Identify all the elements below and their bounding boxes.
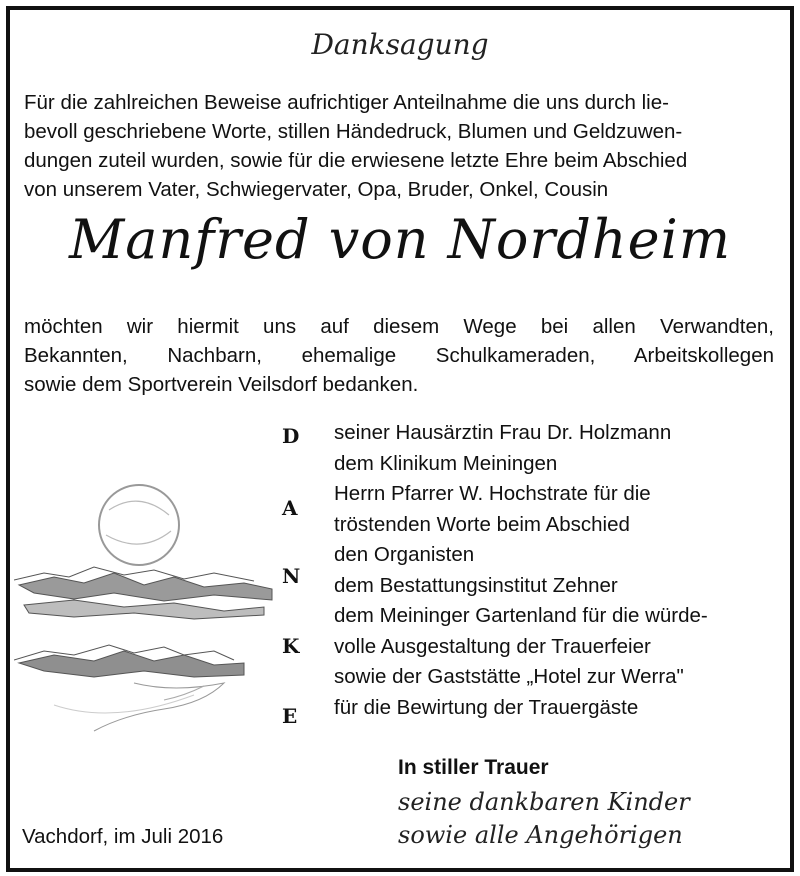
thanks-line: für die Bewirtung der Trauergäste: [334, 695, 639, 719]
gratitude-line: sowie dem Sportverein Veilsdorf bedanken.: [24, 373, 419, 396]
mourning-text: In stiller Trauer: [398, 756, 549, 779]
danke-letter-d: D: [282, 424, 300, 448]
thanks-line: tröstenden Worte beim Abschied: [334, 512, 630, 536]
thanks-line: volle Ausgestaltung der Trauerfeier: [334, 634, 651, 658]
intro-line: bevoll geschriebene Worte, stillen Händedruck, Blumen und Geldzuwen-: [24, 120, 683, 143]
danke-letter-e: E: [282, 704, 298, 728]
gratitude-line: Bekannten, Nachbarn, ehemalige Schulkameraden, Arbeitskollegen: [24, 344, 774, 367]
thanks-line: dem Bestattungsinstitut Zehner: [334, 573, 618, 597]
intro-paragraph: [24, 88, 774, 204]
gratitude-paragraph: [24, 312, 774, 399]
thanks-line: sowie der Gaststätte „Hotel zur Werra": [334, 665, 684, 688]
landscape-sketch: [14, 455, 276, 750]
danke-letter-a: A: [282, 496, 298, 520]
intro-line: Für die zahlreichen Beweise aufrichtiger Anteilnahme die uns durch lie-: [24, 91, 669, 114]
danke-letter-n: N: [282, 564, 301, 588]
thanks-list: [334, 418, 784, 723]
thanks-line: dem Meininger Gartenland für die würde-: [334, 604, 708, 627]
place-date: Vachdorf, im Juli 2016: [22, 825, 224, 848]
danke-letter-k: K: [282, 634, 300, 658]
thanks-line: dem Klinikum Meiningen: [334, 451, 558, 475]
thanks-line: Herrn Pfarrer W. Hochstrate für die: [334, 482, 651, 505]
gratitude-line: möchten wir hiermit uns auf diesem Wege bei allen Verwandten,: [24, 315, 774, 338]
heading: Danksagung: [311, 28, 489, 61]
intro-line: von unserem Vater, Schwiegervater, Opa, Bruder, Onkel, Cousin: [24, 178, 609, 201]
deceased-name: Manfred von Nordheim: [68, 208, 732, 271]
family-line-1: seine dankbaren Kinder: [398, 788, 690, 816]
thanks-line: den Organisten: [334, 543, 475, 566]
thanks-line: seiner Hausärztin Frau Dr. Holzmann: [334, 421, 672, 444]
intro-line: dungen zuteil wurden, sowie für die erwiesene letzte Ehre beim Abschied: [24, 149, 688, 172]
family-line-2: sowie alle Angehörigen: [398, 821, 683, 849]
